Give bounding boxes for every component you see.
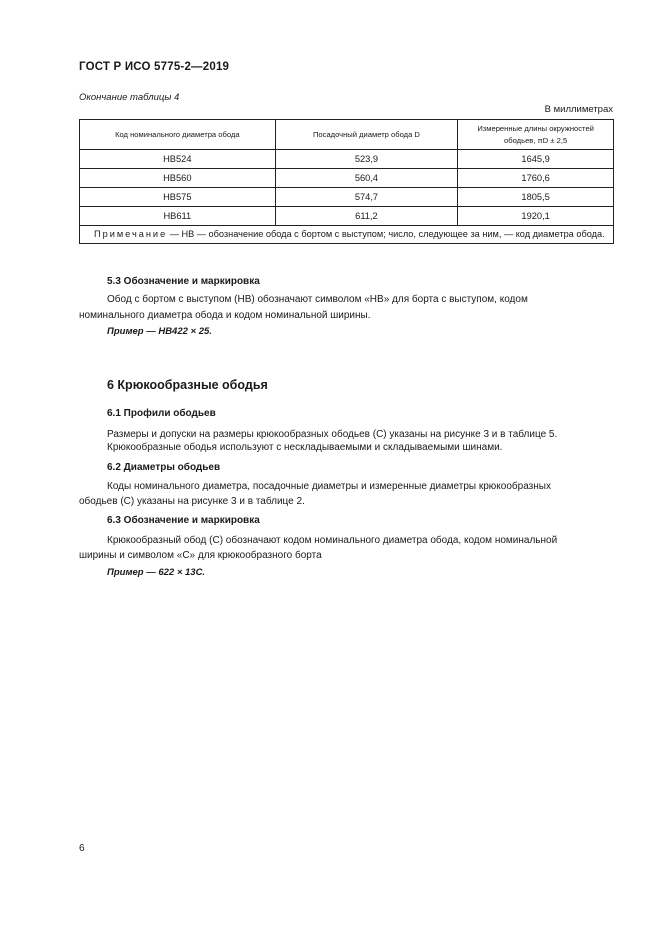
section-5-3-example: Пример — HB422 × 25. bbox=[107, 326, 212, 337]
page-number: 6 bbox=[79, 843, 85, 854]
section-6-2-para: Коды номинального диаметра, посадочные диаметры и измеренные диаметры крюкообразных bbox=[107, 481, 551, 492]
table-caption: Окончание таблицы 4 bbox=[79, 92, 180, 103]
section-6-3-title: 6.3 Обозначение и маркировка bbox=[107, 515, 260, 526]
cell-circ: 1920,1 bbox=[458, 207, 614, 226]
section-6-2-para-cont: ободьев (С) указаны на рисунке 3 и в таблице 2. bbox=[79, 496, 305, 507]
table-units: В миллиметрах bbox=[544, 104, 613, 115]
section-6-title: 6 Крюкообразные ободья bbox=[107, 378, 268, 392]
table-row bbox=[80, 169, 614, 188]
cell-code: HB560 bbox=[80, 169, 276, 188]
note-label: Примечание bbox=[94, 229, 168, 239]
cell-seat: 523,9 bbox=[275, 150, 458, 169]
table-note-row bbox=[80, 226, 614, 244]
cell-seat: 574,7 bbox=[275, 188, 458, 207]
section-6-3-para: Крюкообразный обод (С) обозначают кодом номинального диаметра обода, кодом номинальной bbox=[107, 535, 558, 546]
table-header-row bbox=[80, 120, 614, 150]
table-note bbox=[80, 226, 614, 244]
cell-code: HB611 bbox=[80, 207, 276, 226]
cell-code: HB524 bbox=[80, 150, 276, 169]
rim-table bbox=[79, 119, 614, 244]
col-header-code: Код номинального диаметра обода bbox=[80, 120, 276, 150]
section-5-3-title: 5.3 Обозначение и маркировка bbox=[107, 276, 260, 287]
section-6-3-example: Пример — 622 × 13С. bbox=[107, 567, 206, 578]
table-row bbox=[80, 150, 614, 169]
cell-seat: 560,4 bbox=[275, 169, 458, 188]
section-6-1-para2: Крюкообразные ободья используют с нескладываемыми и складываемыми шинами. bbox=[107, 442, 503, 453]
note-text: — HB — обозначение обода с бортом с выступом; число, следующее за ним, — код диаметра обода. bbox=[167, 229, 605, 239]
cell-circ: 1805,5 bbox=[458, 188, 614, 207]
table-row bbox=[80, 188, 614, 207]
section-6-1-title: 6.1 Профили ободьев bbox=[107, 408, 216, 419]
section-6-2-title: 6.2 Диаметры ободьев bbox=[107, 462, 221, 473]
cell-code: HB575 bbox=[80, 188, 276, 207]
table-row bbox=[80, 207, 614, 226]
cell-circ: 1645,9 bbox=[458, 150, 614, 169]
col-header-seat: Посадочный диаметр обода D bbox=[275, 120, 458, 150]
document-header: ГОСТ Р ИСО 5775-2—2019 bbox=[79, 61, 230, 73]
section-6-1-para1: Размеры и допуски на размеры крюкообразных ободьев (С) указаны на рисунке 3 и в таблице 5. bbox=[107, 429, 558, 440]
cell-seat: 611,2 bbox=[275, 207, 458, 226]
col-header-circ-line2: ободьев, πD ± 2,5 bbox=[504, 135, 568, 145]
col-header-circ bbox=[458, 120, 614, 150]
col-header-circ-line1: Измеренные длины окружностей bbox=[477, 123, 594, 133]
cell-circ: 1760,6 bbox=[458, 169, 614, 188]
section-5-3-para-cont: номинального диаметра обода и кодом номинальной ширины. bbox=[79, 310, 371, 321]
section-5-3-para: Обод с бортом с выступом (HB) обозначают символом «HB» для борта с выступом, кодом bbox=[107, 294, 528, 305]
section-6-3-para-cont: ширины и символом «С» для крюкообразного борта bbox=[79, 550, 322, 561]
